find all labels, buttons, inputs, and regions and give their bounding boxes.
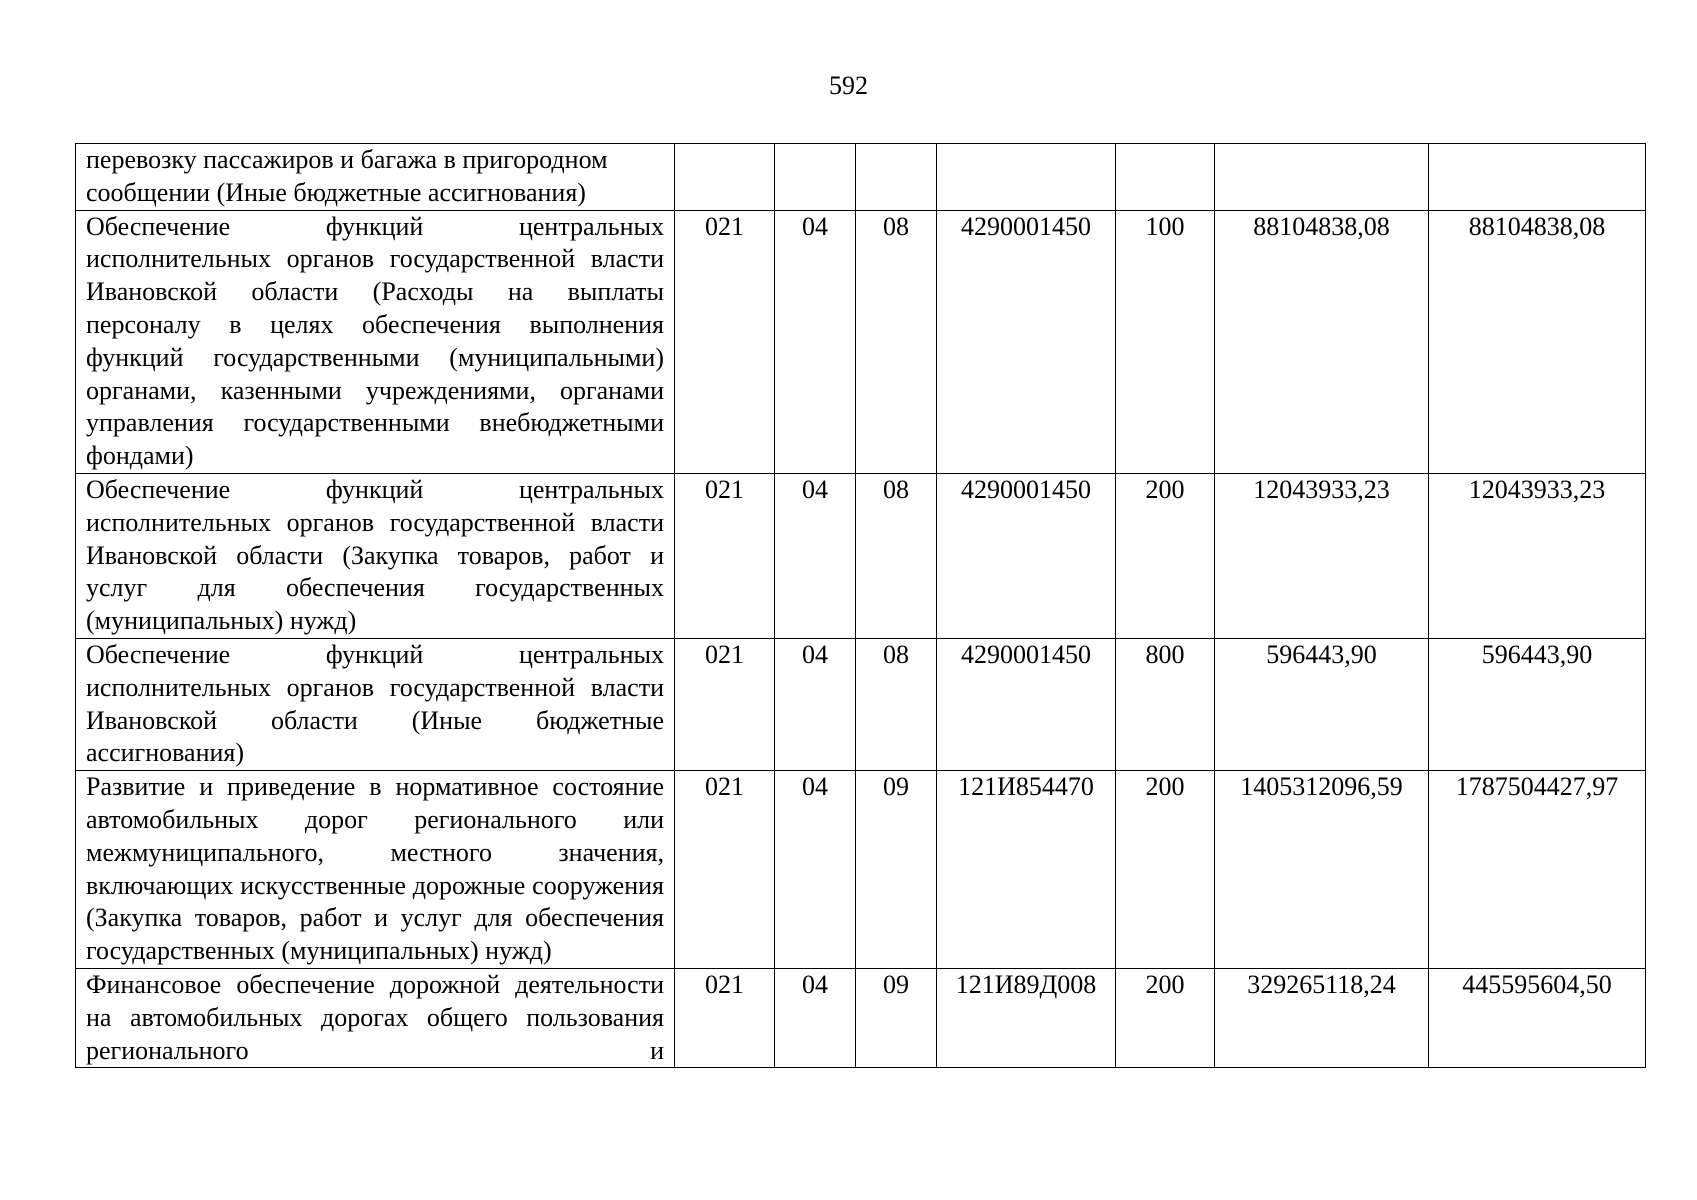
- row-amount-1: 329265118,24: [1215, 968, 1429, 1067]
- row-target-code: 121И854470: [937, 771, 1116, 969]
- row-target-code: [937, 144, 1116, 211]
- row-section-code: 04: [775, 771, 856, 969]
- row-target-code: 4290001450: [937, 638, 1116, 770]
- row-amount-1: 1405312096,59: [1215, 771, 1429, 969]
- row-target-code: 121И89Д008: [937, 968, 1116, 1067]
- row-expense-type: 100: [1116, 210, 1215, 473]
- row-amount-2: 596443,90: [1429, 638, 1646, 770]
- row-chapter-code: 021: [675, 968, 775, 1067]
- row-expense-type: [1116, 144, 1215, 211]
- row-section-code: 04: [775, 210, 856, 473]
- row-description: Развитие и приведение в нормативное состояние автомобильных дорог регионального или межмуниципального, местного значения, включающих искусственные дорожные сооружения (Закупка товаров, работ и услуг для обеспечения государственных (муниципальных) нужд): [76, 771, 675, 969]
- row-chapter-code: 021: [675, 473, 775, 638]
- page-number: 592: [829, 71, 868, 100]
- row-target-code: 4290001450: [937, 473, 1116, 638]
- row-amount-2: [1429, 144, 1646, 211]
- row-amount-1: 12043933,23: [1215, 473, 1429, 638]
- row-target-code: 4290001450: [937, 210, 1116, 473]
- table-row: [76, 638, 1646, 770]
- row-chapter-code: 021: [675, 771, 775, 969]
- row-expense-type: 200: [1116, 771, 1215, 969]
- budget-table: [75, 143, 1646, 1068]
- row-amount-2: 88104838,08: [1429, 210, 1646, 473]
- row-description: перевозку пассажиров и багажа в пригородном сообщении (Иные бюджетные ассигнования): [76, 144, 675, 211]
- table-row: [76, 210, 1646, 473]
- row-chapter-code: [675, 144, 775, 211]
- table-row: [76, 144, 1646, 211]
- row-expense-type: 200: [1116, 473, 1215, 638]
- row-amount-1: 596443,90: [1215, 638, 1429, 770]
- row-expense-type: 800: [1116, 638, 1215, 770]
- row-amount-2: 445595604,50: [1429, 968, 1646, 1067]
- row-subsection-code: [856, 144, 937, 211]
- row-amount-2: 12043933,23: [1429, 473, 1646, 638]
- row-section-code: 04: [775, 638, 856, 770]
- row-section-code: [775, 144, 856, 211]
- row-description: Обеспечение функций центральных исполнительных органов государственной власти Ивановской области (Закупка товаров, работ и услуг для обеспечения государственных (муниципальных) нужд): [76, 473, 675, 638]
- row-subsection-code: 08: [856, 638, 937, 770]
- row-section-code: 04: [775, 473, 856, 638]
- row-description: Обеспечение функций центральных исполнительных органов государственной власти Ивановской области (Иные бюджетные ассигнования): [76, 638, 675, 770]
- row-chapter-code: 021: [675, 638, 775, 770]
- row-expense-type: 200: [1116, 968, 1215, 1067]
- table-row: [76, 771, 1646, 969]
- row-section-code: 04: [775, 968, 856, 1067]
- row-amount-2: 1787504427,97: [1429, 771, 1646, 969]
- table-row: [76, 473, 1646, 638]
- row-subsection-code: 09: [856, 968, 937, 1067]
- row-amount-1: 88104838,08: [1215, 210, 1429, 473]
- table-row: [76, 968, 1646, 1067]
- row-chapter-code: 021: [675, 210, 775, 473]
- row-description: Обеспечение функций центральных исполнительных органов государственной власти Ивановской области (Расходы на выплаты персоналу в целях обеспечения выполнения функций государственными (муниципальными) органами, казенными учреждениями, органами управления государственными внебюджетными фондами): [76, 210, 675, 473]
- row-subsection-code: 09: [856, 771, 937, 969]
- row-amount-1: [1215, 144, 1429, 211]
- row-subsection-code: 08: [856, 473, 937, 638]
- row-subsection-code: 08: [856, 210, 937, 473]
- row-description: Финансовое обеспечение дорожной деятельности на автомобильных дорогах общего пользования регионального и: [76, 968, 675, 1067]
